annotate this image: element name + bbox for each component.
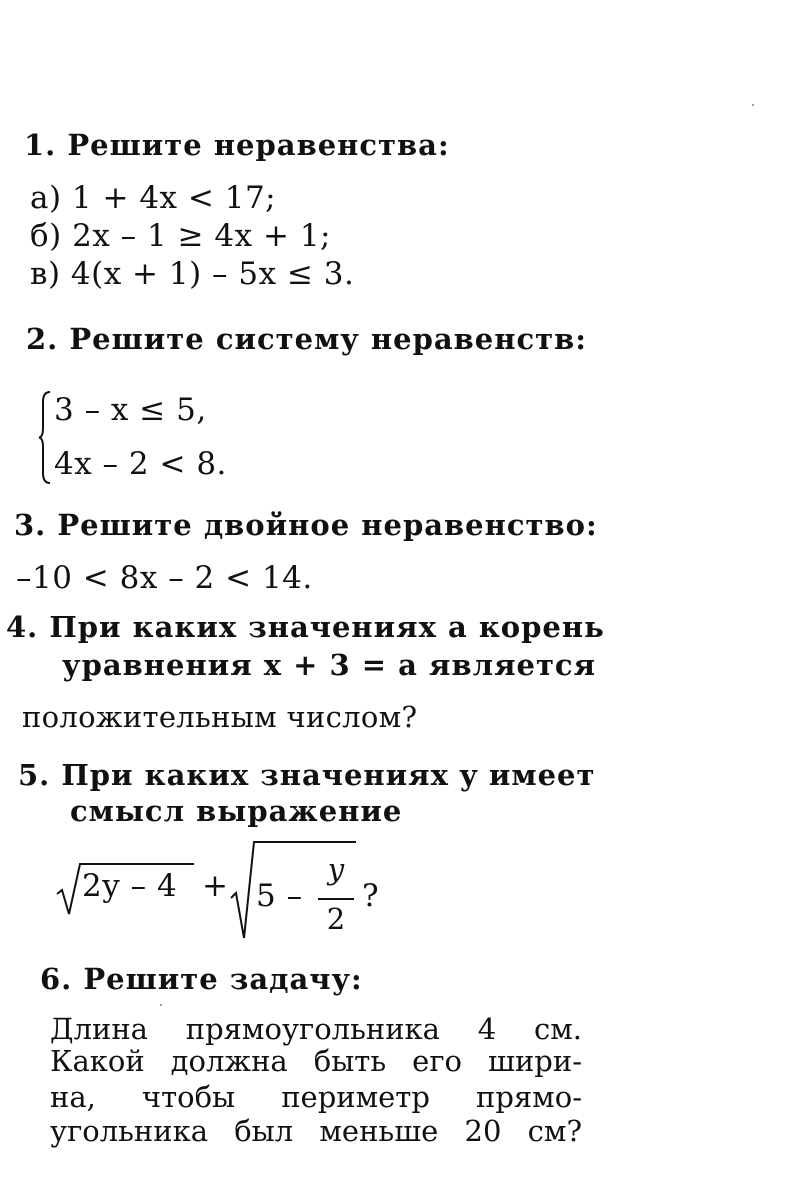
plus-sign: + <box>202 868 229 904</box>
scan-speck <box>160 1004 162 1006</box>
system-line-2: 4x – 2 < 8. <box>54 446 227 482</box>
sqrt1-radicand: 2y – 4 <box>82 868 178 904</box>
task4-line-2: уравнения x + 3 = a является <box>62 648 596 682</box>
task6-problem-line-3: на, чтобы периметр прямо- <box>50 1080 582 1114</box>
task6-heading: 6. Решите задачу: <box>40 962 363 996</box>
fraction-bar <box>318 898 354 900</box>
task4-line-1: 4. При каких значениях a корень <box>6 610 605 644</box>
task3-heading: 3. Решите двойное неравенство: <box>14 508 598 542</box>
task6-problem-line-1: Длина прямоугольника 4 см. <box>50 1012 582 1046</box>
task6-problem-line-2: Какой должна быть его шири- <box>50 1044 582 1078</box>
task4-line-3: положительным числом? <box>22 700 418 734</box>
question-mark: ? <box>362 878 380 914</box>
sqrt2-lead: 5 – <box>256 878 303 914</box>
task2-heading: 2. Решите систему неравенств: <box>26 322 587 356</box>
task6-problem-line-4: угольника был меньше 20 см? <box>50 1114 582 1148</box>
scan-speck-corner <box>752 104 754 106</box>
fraction-numerator: y <box>327 852 345 886</box>
task1-item-b: б) 2x – 1 ≥ 4x + 1; <box>30 218 331 254</box>
task1-item-c: в) 4(x + 1) – 5x ≤ 3. <box>30 256 355 292</box>
task1-heading: 1. Решите неравенства: <box>24 128 450 162</box>
system-brace <box>38 390 52 485</box>
system-line-1: 3 – x ≤ 5, <box>54 392 207 428</box>
task5-line-1: 5. При каких значениях y имеет <box>18 758 596 792</box>
task5-line-2: смысл выражение <box>70 794 403 828</box>
task1-item-a: а) 1 + 4x < 17; <box>30 180 277 216</box>
task3-expression: –10 < 8x – 2 < 14. <box>16 560 313 596</box>
fraction-denominator: 2 <box>326 902 346 936</box>
